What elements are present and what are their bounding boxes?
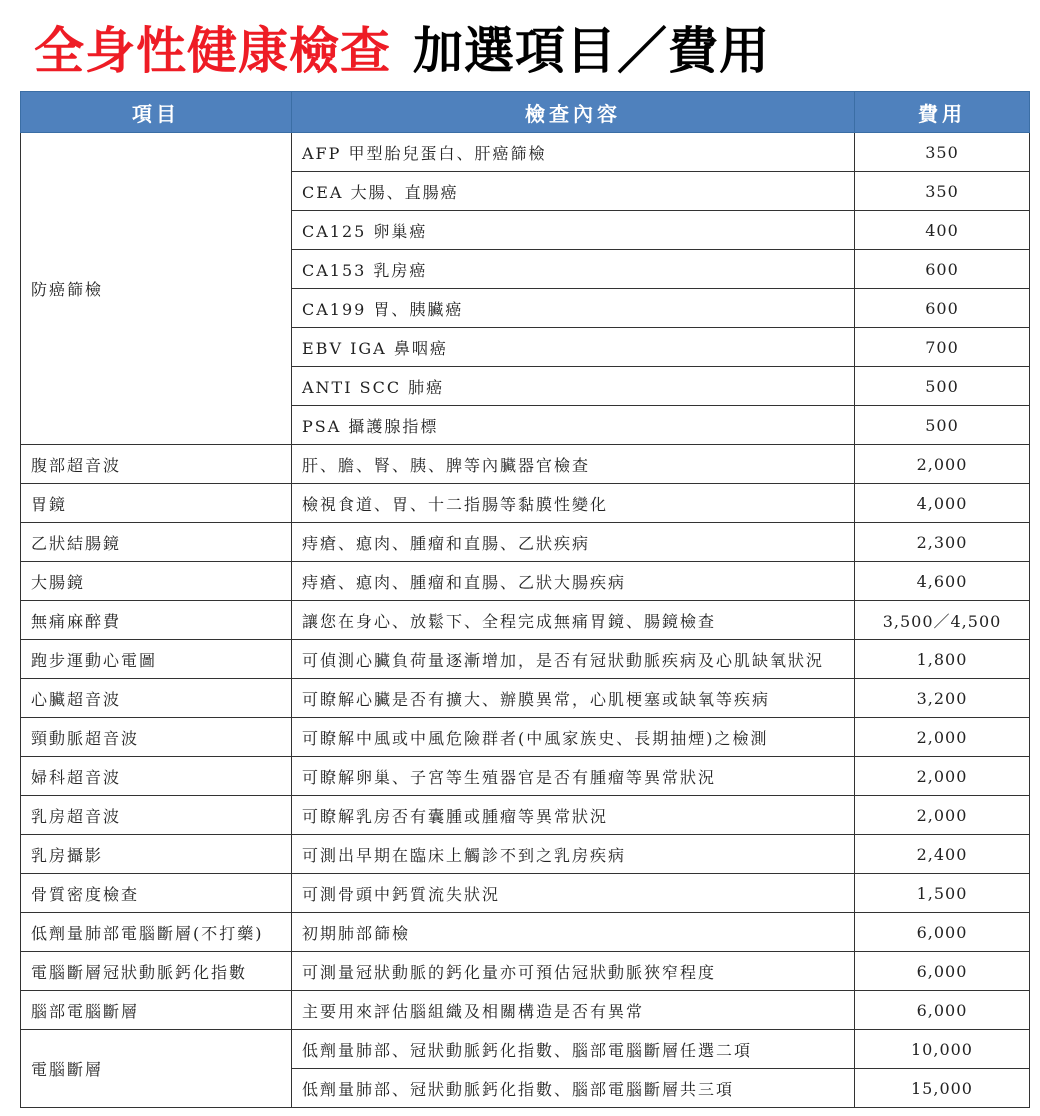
page-title [34, 20, 770, 82]
price-table [20, 91, 1030, 1108]
item-cell: 乳房攝影 [21, 835, 292, 874]
page-title-main: 全身性健康檢查 [34, 22, 391, 80]
content-cell: 主要用來評估腦組織及相關構造是否有異常 [292, 991, 855, 1030]
table-body [21, 133, 1030, 1108]
item-cell: 乳房超音波 [21, 796, 292, 835]
content-cell: CA153 乳房癌 [292, 250, 855, 289]
fee-cell: 350 [855, 172, 1030, 211]
item-cell: 婦科超音波 [21, 757, 292, 796]
table-row [21, 796, 1030, 835]
table-row [21, 952, 1030, 991]
fee-cell: 4,000 [855, 484, 1030, 523]
table-row [21, 991, 1030, 1030]
content-cell: PSA 攝護腺指標 [292, 406, 855, 445]
content-cell: AFP 甲型胎兒蛋白、肝癌篩檢 [292, 133, 855, 172]
item-cell: 無痛麻醉費 [21, 601, 292, 640]
fee-cell: 3,200 [855, 679, 1030, 718]
content-cell: 可測出早期在臨床上觸診不到之乳房疾病 [292, 835, 855, 874]
content-cell: 肝、膽、腎、胰、脾等內臟器官檢查 [292, 445, 855, 484]
header-fee: 費用 [855, 92, 1030, 133]
fee-cell: 6,000 [855, 952, 1030, 991]
header-item: 項目 [21, 92, 292, 133]
table-row [21, 757, 1030, 796]
table-row [21, 1030, 1030, 1069]
fee-cell: 6,000 [855, 991, 1030, 1030]
table-row [21, 562, 1030, 601]
header-content: 檢查內容 [292, 92, 855, 133]
item-cell: 心臟超音波 [21, 679, 292, 718]
fee-cell: 4,600 [855, 562, 1030, 601]
item-cell: 腹部超音波 [21, 445, 292, 484]
content-cell: 讓您在身心、放鬆下、全程完成無痛胃鏡、腸鏡檢查 [292, 601, 855, 640]
fee-cell: 700 [855, 328, 1030, 367]
table-row [21, 601, 1030, 640]
item-cell: 骨質密度檢查 [21, 874, 292, 913]
fee-cell: 400 [855, 211, 1030, 250]
table-row [21, 913, 1030, 952]
item-cell: 頸動脈超音波 [21, 718, 292, 757]
table-row [21, 679, 1030, 718]
content-cell: 初期肺部篩檢 [292, 913, 855, 952]
content-cell: CA199 胃、胰臟癌 [292, 289, 855, 328]
item-cell: 跑步運動心電圖 [21, 640, 292, 679]
item-cell: 大腸鏡 [21, 562, 292, 601]
fee-cell: 15,000 [855, 1069, 1030, 1108]
item-cell: 電腦斷層 [21, 1030, 292, 1108]
content-cell: 痔瘡、瘜肉、腫瘤和直腸、乙狀疾病 [292, 523, 855, 562]
content-cell: 可瞭解卵巢、子宮等生殖器官是否有腫瘤等異常狀況 [292, 757, 855, 796]
table-header-row [21, 92, 1030, 133]
fee-cell: 350 [855, 133, 1030, 172]
table-row [21, 445, 1030, 484]
page-title-sub: 加選項目／費用 [413, 22, 770, 80]
table-row [21, 523, 1030, 562]
item-cell: 胃鏡 [21, 484, 292, 523]
content-cell: 可瞭解心臟是否有擴大、辦膜異常，心肌梗塞或缺氧等疾病 [292, 679, 855, 718]
content-cell: 可測骨頭中鈣質流失狀況 [292, 874, 855, 913]
fee-cell: 500 [855, 367, 1030, 406]
fee-cell: 600 [855, 250, 1030, 289]
fee-cell: 1,800 [855, 640, 1030, 679]
fee-cell: 6,000 [855, 913, 1030, 952]
content-cell: 低劑量肺部、冠狀動脈鈣化指數、腦部電腦斷層任選二項 [292, 1030, 855, 1069]
fee-cell: 10,000 [855, 1030, 1030, 1069]
fee-cell: 2,300 [855, 523, 1030, 562]
content-cell: 痔瘡、瘜肉、腫瘤和直腸、乙狀大腸疾病 [292, 562, 855, 601]
content-cell: 低劑量肺部、冠狀動脈鈣化指數、腦部電腦斷層共三項 [292, 1069, 855, 1108]
item-cell: 電腦斷層冠狀動脈鈣化指數 [21, 952, 292, 991]
fee-cell: 2,000 [855, 445, 1030, 484]
content-cell: ANTI SCC 肺癌 [292, 367, 855, 406]
content-cell: CA125 卵巢癌 [292, 211, 855, 250]
fee-cell: 2,000 [855, 718, 1030, 757]
content-cell: EBV IGA 鼻咽癌 [292, 328, 855, 367]
table-row [21, 718, 1030, 757]
fee-cell: 2,400 [855, 835, 1030, 874]
content-cell: 可瞭解乳房否有囊腫或腫瘤等異常狀況 [292, 796, 855, 835]
fee-cell: 2,000 [855, 796, 1030, 835]
content-cell: CEA 大腸、直腸癌 [292, 172, 855, 211]
table-row [21, 640, 1030, 679]
item-cell: 腦部電腦斷層 [21, 991, 292, 1030]
content-cell: 可測量冠狀動脈的鈣化量亦可預估冠狀動脈狹窄程度 [292, 952, 855, 991]
fee-cell: 500 [855, 406, 1030, 445]
table-row [21, 874, 1030, 913]
content-cell: 檢視食道、胃、十二指腸等黏膜性變化 [292, 484, 855, 523]
fee-cell: 3,500／4,500 [855, 601, 1030, 640]
content-cell: 可偵測心臟負荷量逐漸增加，是否有冠狀動脈疾病及心肌缺氧狀況 [292, 640, 855, 679]
table-row [21, 484, 1030, 523]
item-cell: 乙狀結腸鏡 [21, 523, 292, 562]
fee-cell: 2,000 [855, 757, 1030, 796]
fee-cell: 1,500 [855, 874, 1030, 913]
fee-cell: 600 [855, 289, 1030, 328]
content-cell: 可瞭解中風或中風危險群者(中風家族史、長期抽煙)之檢測 [292, 718, 855, 757]
table-row [21, 835, 1030, 874]
item-cell: 低劑量肺部電腦斷層(不打藥) [21, 913, 292, 952]
item-cell: 防癌篩檢 [21, 133, 292, 445]
table-row [21, 133, 1030, 172]
